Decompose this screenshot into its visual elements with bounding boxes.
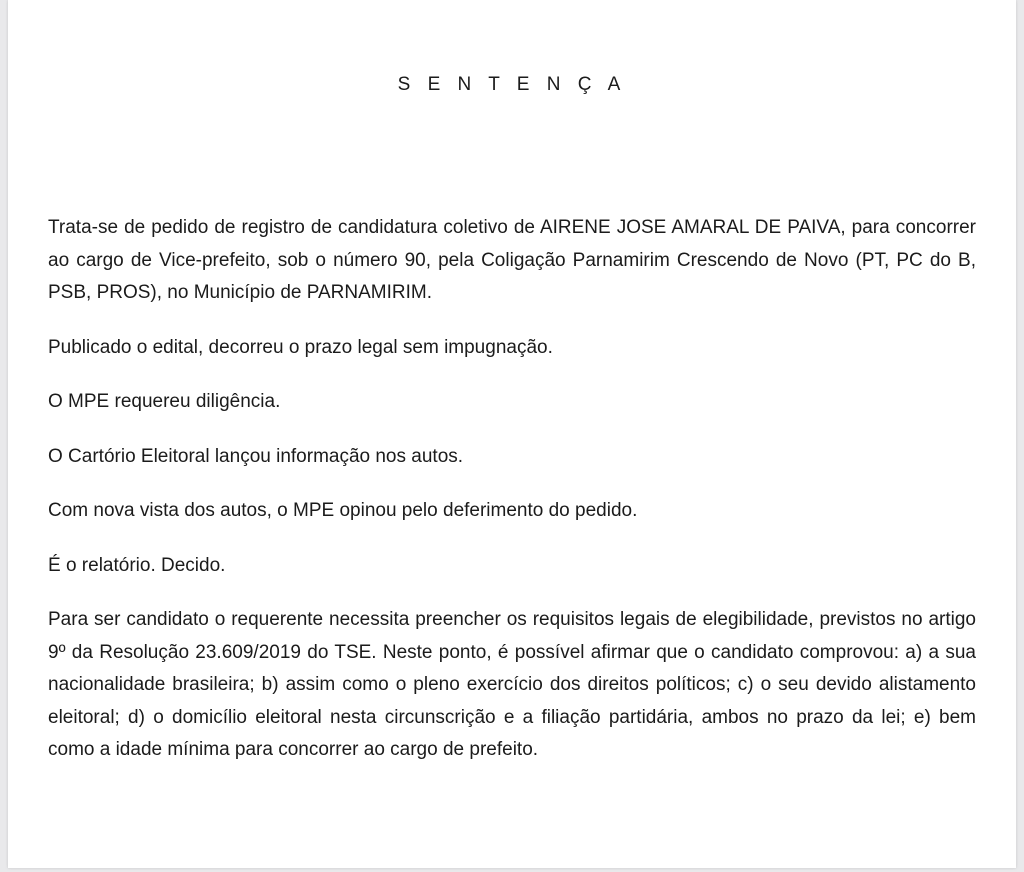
- paragraph-mpe-opinion: Com nova vista dos autos, o MPE opinou pelo deferimento do pedido.: [48, 500, 638, 521]
- paragraph-edital: Publicado o edital, decorreu o prazo legal sem impugnação.: [48, 336, 553, 358]
- document-body: [48, 212, 976, 789]
- paragraph-request: Trata-se de pedido de registro de candidatura coletivo de AIRENE JOSE AMARAL DE PAIVA, para concorrer ao cargo de Vice-prefeito, sob o número 90, pela Coligação Parnamirim Crescendo de Novo (PT, PC do B, PSB, PROS), no Município de PARNAMIRIM.: [48, 217, 976, 303]
- document-title: S E N T E N Ç A: [397, 74, 627, 95]
- paragraph-cartorio: O Cartório Eleitoral lançou informação nos autos.: [48, 445, 464, 467]
- document-page: [8, 0, 1016, 868]
- paragraph-requisitos: Para ser candidato o requerente necessita preencher os requisitos legais de elegibilidade, previstos no artigo 9º da Resolução 23.609/2019 do TSE. Neste ponto, é possível afirmar que o candidato comprovou: a) a sua nacionalidade brasileira; b) assim como o pleno exercício dos direitos políticos; c) o seu devido alistamento eleitoral; d) o domicílio eleitoral nesta circunscrição e a filiação partidária, ambos no prazo da lei; e) bem como a idade mínima para concorrer ao cargo de prefeito.: [48, 609, 976, 760]
- paragraph-mpe-diligencia: O MPE requereu diligência.: [48, 391, 281, 412]
- paragraph-relatorio: É o relatório. Decido.: [48, 554, 226, 576]
